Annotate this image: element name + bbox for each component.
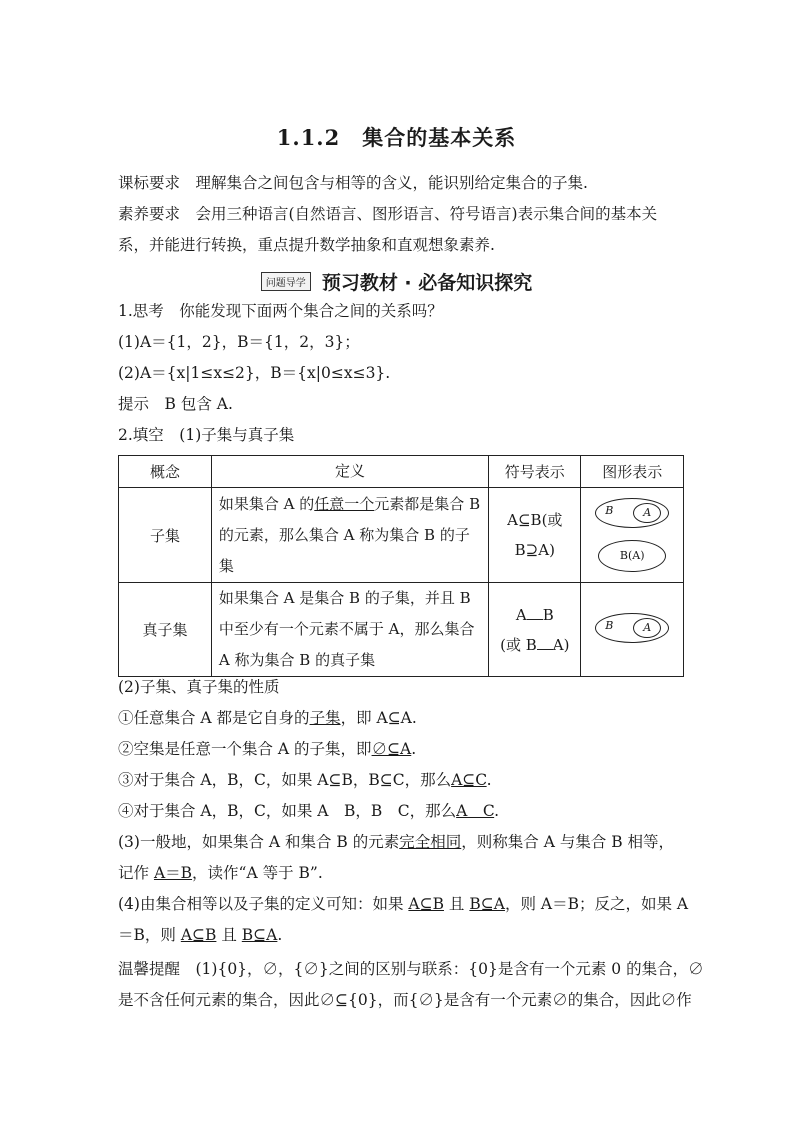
- fill-heading: 2.填空 (1)子集与真子集: [118, 426, 295, 444]
- text: ①任意集合 A 都是它自身的: [118, 709, 310, 727]
- symbol-line: [496, 630, 573, 660]
- symbol-line: A⊆B(或: [507, 511, 563, 529]
- reminder-line-2: 是不含任何元素的集合，因此∅⊆{0}，而{∅}是含有一个元素∅的集合，因此∅作: [118, 991, 692, 1009]
- definition-text: 元素都是集合 B 的元素，那么集合 A 称为集合 B 的子集: [218, 494, 481, 575]
- definition-cell: 如果集合 A 是集合 B 的子集，并且 B 中至少有一个元素不属于 A，那么集合 A 称为集合 B 的真子集: [211, 583, 488, 677]
- text: 且: [221, 926, 237, 944]
- underlined-answer: A⊆B: [180, 926, 217, 944]
- text: ，则 A＝B；反之，如果 A: [504, 895, 689, 913]
- underlined-answer: B⊆A: [241, 926, 278, 944]
- venn-equal-diagram: B(A): [598, 540, 666, 572]
- symbol-line: B⊇A): [514, 541, 555, 559]
- underlined-answer: ∅⊆A: [371, 740, 412, 758]
- text: .: [277, 926, 283, 944]
- think-hint: 提示 B 包含 A.: [118, 395, 233, 413]
- text: ②空集是任意一个集合 A 的子集，即: [118, 740, 372, 758]
- symbol-text: A): [552, 635, 570, 654]
- text: .: [494, 802, 500, 820]
- symbol-text: B: [542, 605, 554, 624]
- symbol-text: (或 B: [500, 635, 537, 654]
- underlined-answer: 子集: [309, 709, 341, 727]
- equality-line-4: [118, 924, 678, 946]
- text: 且: [448, 895, 465, 913]
- text: ，则称集合 A 与集合 B 相等，: [461, 833, 675, 851]
- text: .: [486, 771, 492, 789]
- venn-inner-label: A: [633, 503, 661, 523]
- concept-cell: 真子集: [119, 583, 212, 677]
- table-header: 图形表示: [581, 456, 684, 488]
- text: ，读作“A 等于 B”.: [192, 864, 323, 882]
- page-title: 1.1.2 集合的基本关系: [276, 125, 517, 150]
- venn-proper-subset-diagram: [595, 613, 669, 643]
- text: (4)由集合相等以及子集的定义可知：如果: [118, 895, 404, 913]
- think-question: 1.思考 你能发现下面两个集合之间的关系吗？: [118, 302, 443, 320]
- text: .: [411, 740, 417, 758]
- text: ④对于集合 A，B，C，如果 A B，B C，那么: [118, 802, 457, 820]
- think-example-1: (1)A＝{1，2}，B＝{1，2，3}；: [118, 333, 360, 351]
- blank-space: [527, 605, 543, 620]
- section-heading: [0, 268, 793, 295]
- symbol-cell: [489, 583, 581, 677]
- property-3: [118, 769, 678, 791]
- symbol-line: [496, 600, 573, 630]
- underlined-answer: B⊆A: [469, 895, 505, 913]
- property-2: [118, 738, 678, 760]
- think-example-2: (2)A＝{x|1≤x≤2}，B＝{x|0≤x≤3}.: [118, 364, 391, 382]
- text: ＝B，则: [118, 926, 176, 944]
- table-header: 符号表示: [489, 456, 581, 488]
- underlined-answer: A C: [456, 802, 495, 820]
- table-header: 定义: [211, 456, 488, 488]
- subset-table: [118, 455, 684, 677]
- definition-text: 如果集合 A 的: [218, 494, 315, 513]
- concept-cell: 子集: [119, 488, 212, 583]
- table-row: [119, 488, 684, 583]
- reminder-line-1: 温馨提醒 (1){0}，∅，{∅}之间的区别与联系：{0}是含有一个元素 0 的集合，∅: [118, 960, 704, 978]
- equality-line-3: [118, 893, 689, 915]
- section-title: 预习教材 · 必备知识探究: [321, 272, 533, 294]
- literacy-requirement-line-1: 素养要求 会用三种语言(自然语言、图形语言、符号语言)表示集合间的基本关: [118, 205, 658, 223]
- equality-line-1: [118, 831, 678, 853]
- venn-inner-label: A: [633, 618, 661, 638]
- text: ③对于集合 A，B，C，如果 A⊆B，B⊆C，那么: [118, 771, 452, 789]
- venn-subset-diagram: [595, 498, 669, 528]
- literacy-requirement-line-2: 系，并能进行转换，重点提升数学抽象和直观想象素养.: [118, 236, 495, 254]
- definition-cell: [211, 488, 488, 583]
- table-header-row: [119, 456, 684, 488]
- underlined-answer: A＝B: [153, 864, 193, 882]
- table-header: 概念: [119, 456, 212, 488]
- underlined-answer: 完全相同: [399, 833, 462, 851]
- properties-heading: (2)子集、真子集的性质: [118, 678, 280, 696]
- table-row: [119, 583, 684, 677]
- venn-outer-label: B: [605, 504, 614, 517]
- property-1: [118, 707, 678, 729]
- underlined-answer: A⊆B: [408, 895, 444, 913]
- text: (3)一般地，如果集合 A 和集合 B 的元素: [118, 833, 400, 851]
- blank-space: [537, 635, 553, 650]
- figure-cell: [581, 488, 684, 583]
- text: ，即 A⊆A.: [340, 709, 417, 727]
- underlined-answer: A⊆C: [451, 771, 487, 789]
- definition-underlined: 任意一个: [314, 494, 375, 513]
- symbol-cell: [489, 488, 581, 583]
- figure-cell: [581, 583, 684, 677]
- symbol-text: A: [515, 605, 527, 624]
- text: 记作: [118, 864, 150, 882]
- section-tag: 问题导学: [261, 272, 311, 291]
- venn-outer-label: B: [605, 618, 614, 632]
- property-4: [118, 800, 678, 822]
- curriculum-requirement: 课标要求 理解集合之间包含与相等的含义，能识别给定集合的子集.: [118, 174, 588, 192]
- equality-line-2: [118, 862, 678, 884]
